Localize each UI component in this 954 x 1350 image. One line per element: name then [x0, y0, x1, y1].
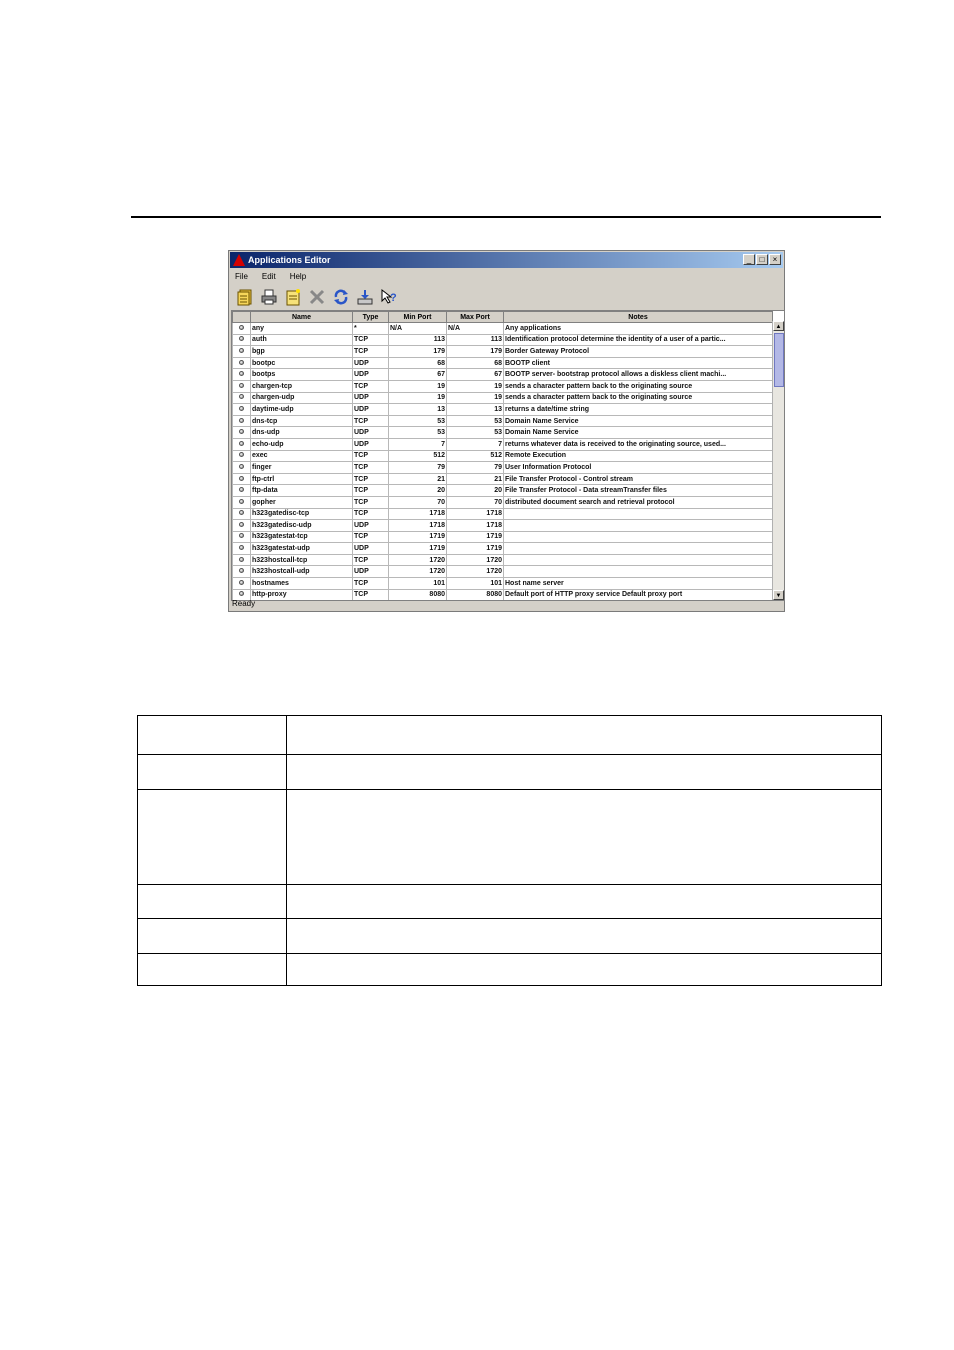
- radio-dot-icon[interactable]: [239, 394, 244, 399]
- menu-help[interactable]: Help: [289, 272, 307, 281]
- new-icon: [284, 288, 302, 306]
- cell-max-port[interactable]: 179: [447, 346, 504, 358]
- cell-type[interactable]: TCP: [353, 496, 389, 508]
- cell-notes[interactable]: Host name server: [504, 578, 773, 590]
- cell-min-port[interactable]: 13: [389, 404, 447, 416]
- row-select-radio[interactable]: [233, 369, 251, 381]
- cell-notes[interactable]: [504, 543, 773, 555]
- app-logo-icon: [233, 254, 245, 266]
- radio-dot-icon[interactable]: [239, 510, 244, 515]
- cell-min-port[interactable]: 512: [389, 450, 447, 462]
- row-select-radio[interactable]: [233, 566, 251, 578]
- cell-notes[interactable]: File Transfer Protocol - Control stream: [504, 473, 773, 485]
- cell-notes[interactable]: [504, 520, 773, 532]
- minimize-button[interactable]: _: [743, 254, 755, 265]
- cell-type[interactable]: TCP: [353, 473, 389, 485]
- cell-notes[interactable]: [504, 508, 773, 520]
- table-row[interactable]: [233, 404, 773, 416]
- help-icon: [380, 288, 398, 306]
- table-row[interactable]: [233, 578, 773, 590]
- cell-notes[interactable]: [504, 531, 773, 543]
- window-title: Applications Editor: [248, 255, 331, 265]
- menu-file[interactable]: File: [235, 272, 248, 281]
- cell-min-port[interactable]: 1719: [389, 531, 447, 543]
- column-header-max-port[interactable]: Max Port: [447, 312, 504, 323]
- document-icon: [236, 288, 254, 306]
- cell-min-port[interactable]: 179: [389, 346, 447, 358]
- cell-min-port[interactable]: 101: [389, 578, 447, 590]
- maximize-button[interactable]: □: [756, 254, 768, 265]
- description-table: [137, 715, 882, 986]
- cell-notes[interactable]: Domain Name Service: [504, 415, 773, 427]
- cell-max-port[interactable]: 8080: [447, 589, 504, 601]
- cell-type[interactable]: TCP: [353, 485, 389, 497]
- delete-button[interactable]: [307, 288, 326, 306]
- cell-type[interactable]: TCP: [353, 531, 389, 543]
- row-select-radio[interactable]: [233, 380, 251, 392]
- row-select-radio[interactable]: [233, 323, 251, 335]
- row-select-radio[interactable]: [233, 473, 251, 485]
- cell-notes[interactable]: Default port of HTTP proxy service Default proxy port: [504, 589, 773, 601]
- cell-min-port[interactable]: 21: [389, 473, 447, 485]
- radio-dot-icon[interactable]: [239, 383, 244, 388]
- scroll-thumb[interactable]: [774, 333, 784, 387]
- table-row: [138, 954, 882, 986]
- radio-dot-icon[interactable]: [239, 533, 244, 538]
- table-row: [138, 755, 882, 790]
- cell-type[interactable]: TCP: [353, 415, 389, 427]
- row-select-radio[interactable]: [233, 578, 251, 590]
- cell-type[interactable]: TCP: [353, 450, 389, 462]
- cell-min-port[interactable]: 20: [389, 485, 447, 497]
- table-row[interactable]: [233, 357, 773, 369]
- cell-type[interactable]: TCP: [353, 346, 389, 358]
- cell-name[interactable]: finger: [251, 462, 353, 474]
- radio-dot-icon[interactable]: [239, 591, 244, 596]
- table-row[interactable]: [233, 438, 773, 450]
- cell-name[interactable]: any: [251, 323, 353, 335]
- cell-max-port[interactable]: 1718: [447, 508, 504, 520]
- table-row[interactable]: [233, 369, 773, 381]
- table-row[interactable]: [233, 392, 773, 404]
- cell-name[interactable]: h323gatestat-tcp: [251, 531, 353, 543]
- cell-notes[interactable]: returns whatever data is received to the originating source, used...: [504, 438, 773, 450]
- cell-notes[interactable]: [504, 554, 773, 566]
- row-select-radio[interactable]: [233, 531, 251, 543]
- cell-name[interactable]: http-proxy: [251, 589, 353, 601]
- cell-notes[interactable]: BOOTP client: [504, 357, 773, 369]
- cell-max-port[interactable]: 19: [447, 392, 504, 404]
- radio-dot-icon[interactable]: [239, 487, 244, 492]
- cell-max-port[interactable]: 79: [447, 462, 504, 474]
- table-row[interactable]: [233, 485, 773, 497]
- table-row[interactable]: [233, 566, 773, 578]
- table-row[interactable]: [233, 323, 773, 335]
- column-header-name[interactable]: Name: [251, 312, 353, 323]
- cell-type[interactable]: UDP: [353, 357, 389, 369]
- radio-dot-icon[interactable]: [239, 580, 244, 585]
- table-row[interactable]: [233, 415, 773, 427]
- refresh-icon: [332, 288, 350, 306]
- cell-type[interactable]: UDP: [353, 543, 389, 555]
- cell-min-port[interactable]: 79: [389, 462, 447, 474]
- cell-type[interactable]: UDP: [353, 438, 389, 450]
- horizontal-rule: [131, 216, 881, 218]
- cell-min-port[interactable]: N/A: [389, 323, 447, 335]
- cell-max-port[interactable]: 53: [447, 415, 504, 427]
- cell-notes[interactable]: Remote Execution: [504, 450, 773, 462]
- cell-notes[interactable]: User Information Protocol: [504, 462, 773, 474]
- radio-dot-icon[interactable]: [239, 568, 244, 573]
- cell-type[interactable]: TCP: [353, 462, 389, 474]
- cell-type[interactable]: UDP: [353, 520, 389, 532]
- table-row[interactable]: [233, 508, 773, 520]
- cell-min-port[interactable]: 1718: [389, 520, 447, 532]
- table-row[interactable]: [233, 531, 773, 543]
- radio-dot-icon[interactable]: [239, 452, 244, 457]
- delete-icon: [308, 288, 326, 306]
- cell-name[interactable]: auth: [251, 334, 353, 346]
- cell-max-port[interactable]: 67: [447, 369, 504, 381]
- table-row: [138, 716, 882, 755]
- cell-type[interactable]: TCP: [353, 334, 389, 346]
- table-row[interactable]: [233, 496, 773, 508]
- column-header-notes[interactable]: Notes: [504, 312, 773, 323]
- table-row[interactable]: [233, 462, 773, 474]
- svg-text:?: ?: [389, 292, 397, 304]
- cell-notes[interactable]: sends a character pattern back to the originating source: [504, 380, 773, 392]
- export-button[interactable]: [355, 288, 374, 306]
- row-select-radio[interactable]: [233, 346, 251, 358]
- cell-max-port[interactable]: 113: [447, 334, 504, 346]
- cell-min-port[interactable]: 1720: [389, 566, 447, 578]
- row-select-radio[interactable]: [233, 520, 251, 532]
- radio-dot-icon[interactable]: [239, 476, 244, 481]
- context-help-button[interactable]: [379, 288, 398, 306]
- row-select-radio[interactable]: [233, 357, 251, 369]
- cell-notes[interactable]: distributed document search and retrieval protocol: [504, 496, 773, 508]
- cell-name[interactable]: bootpc: [251, 357, 353, 369]
- column-header-type[interactable]: Type: [353, 312, 389, 323]
- radio-dot-icon[interactable]: [239, 522, 244, 527]
- radio-dot-icon[interactable]: [239, 348, 244, 353]
- vertical-scrollbar[interactable]: [772, 321, 784, 600]
- print-button[interactable]: [259, 288, 278, 306]
- cell-name[interactable]: bgp: [251, 346, 353, 358]
- radio-dot-icon[interactable]: [239, 441, 244, 446]
- radio-dot-icon[interactable]: [239, 557, 244, 562]
- applications-table: [232, 311, 773, 601]
- table-row[interactable]: [233, 473, 773, 485]
- window-controls: [743, 254, 781, 265]
- cell-max-port[interactable]: 70: [447, 496, 504, 508]
- cell-min-port[interactable]: 53: [389, 415, 447, 427]
- cell-max-port[interactable]: 101: [447, 578, 504, 590]
- cell-type[interactable]: UDP: [353, 404, 389, 416]
- cell-max-port[interactable]: 1718: [447, 520, 504, 532]
- cell-max-port[interactable]: 53: [447, 427, 504, 439]
- cell-max-port[interactable]: 1719: [447, 543, 504, 555]
- row-select-radio[interactable]: [233, 496, 251, 508]
- cell-name[interactable]: gopher: [251, 496, 353, 508]
- cell-name[interactable]: h323gatedisc-udp: [251, 520, 353, 532]
- row-select-radio[interactable]: [233, 438, 251, 450]
- print-icon: [260, 288, 278, 306]
- cell-type[interactable]: TCP: [353, 554, 389, 566]
- row-select-radio[interactable]: [233, 554, 251, 566]
- table-row[interactable]: [233, 427, 773, 439]
- cell-max-port[interactable]: 20: [447, 485, 504, 497]
- cell-max-port[interactable]: 7: [447, 438, 504, 450]
- table-header-row: [233, 312, 773, 323]
- cell-name[interactable]: exec: [251, 450, 353, 462]
- cell-type[interactable]: TCP: [353, 380, 389, 392]
- cell-notes[interactable]: [504, 566, 773, 578]
- cell-type[interactable]: *: [353, 323, 389, 335]
- radio-dot-icon[interactable]: [239, 336, 244, 341]
- status-bar: Ready: [232, 599, 256, 608]
- table-row[interactable]: [233, 346, 773, 358]
- applications-editor-window: [228, 250, 785, 612]
- cell-max-port[interactable]: 19: [447, 380, 504, 392]
- table-row[interactable]: [233, 520, 773, 532]
- cell-max-port[interactable]: 1719: [447, 531, 504, 543]
- cell-type[interactable]: TCP: [353, 578, 389, 590]
- cell-notes[interactable]: Border Gateway Protocol: [504, 346, 773, 358]
- table-row[interactable]: [233, 334, 773, 346]
- cell-notes[interactable]: File Transfer Protocol - Data streamTransfer files: [504, 485, 773, 497]
- table-row[interactable]: [233, 554, 773, 566]
- row-select-radio[interactable]: [233, 543, 251, 555]
- cell-min-port[interactable]: 113: [389, 334, 447, 346]
- cell-max-port[interactable]: 13: [447, 404, 504, 416]
- cell-min-port[interactable]: 1719: [389, 543, 447, 555]
- radio-dot-icon[interactable]: [239, 499, 244, 504]
- cell-name[interactable]: h323hostcall-tcp: [251, 554, 353, 566]
- cell-min-port[interactable]: 53: [389, 427, 447, 439]
- cell-max-port[interactable]: 512: [447, 450, 504, 462]
- cell-min-port[interactable]: 19: [389, 380, 447, 392]
- cell-min-port[interactable]: 8080: [389, 589, 447, 601]
- radio-dot-icon[interactable]: [239, 418, 244, 423]
- cell-name[interactable]: chargen-udp: [251, 392, 353, 404]
- cell-name[interactable]: daytime-udp: [251, 404, 353, 416]
- cell-min-port[interactable]: 67: [389, 369, 447, 381]
- cell-notes[interactable]: sends a character pattern back to the originating source: [504, 392, 773, 404]
- row-select-radio[interactable]: [233, 450, 251, 462]
- properties-button[interactable]: [235, 288, 254, 306]
- cell-notes[interactable]: returns a date/time string: [504, 404, 773, 416]
- applications-table-container: [231, 310, 785, 601]
- row-select-radio[interactable]: [233, 485, 251, 497]
- export-icon: [356, 288, 374, 306]
- cell-notes[interactable]: BOOTP server- bootstrap protocol allows a diskless client machi...: [504, 369, 773, 381]
- close-button[interactable]: ×: [769, 254, 781, 265]
- cell-max-port[interactable]: N/A: [447, 323, 504, 335]
- cell-notes[interactable]: Domain Name Service: [504, 427, 773, 439]
- toolbar: [235, 287, 398, 307]
- cell-min-port[interactable]: 19: [389, 392, 447, 404]
- refresh-button[interactable]: [331, 288, 350, 306]
- radio-dot-icon[interactable]: [239, 325, 244, 330]
- row-select-radio[interactable]: [233, 427, 251, 439]
- cell-min-port[interactable]: 70: [389, 496, 447, 508]
- cell-type[interactable]: TCP: [353, 508, 389, 520]
- cell-min-port[interactable]: 1718: [389, 508, 447, 520]
- table-row[interactable]: [233, 450, 773, 462]
- table-row: [138, 790, 882, 885]
- row-select-radio[interactable]: [233, 334, 251, 346]
- cell-type[interactable]: UDP: [353, 369, 389, 381]
- menu-bar: [233, 270, 308, 284]
- cell-type[interactable]: UDP: [353, 427, 389, 439]
- table-row: [138, 885, 882, 919]
- cell-type[interactable]: UDP: [353, 566, 389, 578]
- cell-name[interactable]: ftp-data: [251, 485, 353, 497]
- cell-type[interactable]: UDP: [353, 392, 389, 404]
- table-row: [138, 919, 882, 954]
- row-select-radio[interactable]: [233, 404, 251, 416]
- cell-name[interactable]: ftp-ctrl: [251, 473, 353, 485]
- cell-max-port[interactable]: 68: [447, 357, 504, 369]
- column-header-select[interactable]: [233, 312, 251, 323]
- cell-notes[interactable]: Identification protocol determine the identity of a user of a partic...: [504, 334, 773, 346]
- row-select-radio[interactable]: [233, 462, 251, 474]
- cell-name[interactable]: h323hostcall-udp: [251, 566, 353, 578]
- cell-type[interactable]: TCP: [353, 589, 389, 601]
- scroll-down-icon[interactable]: ▼: [773, 590, 784, 600]
- row-select-radio[interactable]: [233, 508, 251, 520]
- row-select-radio[interactable]: [233, 392, 251, 404]
- cell-notes[interactable]: Any applications: [504, 323, 773, 335]
- radio-dot-icon[interactable]: [239, 464, 244, 469]
- cell-max-port[interactable]: 1720: [447, 566, 504, 578]
- radio-dot-icon[interactable]: [239, 406, 244, 411]
- table-row[interactable]: [233, 543, 773, 555]
- radio-dot-icon[interactable]: [239, 371, 244, 376]
- cell-min-port[interactable]: 1720: [389, 554, 447, 566]
- radio-dot-icon[interactable]: [239, 545, 244, 550]
- cell-name[interactable]: hostnames: [251, 578, 353, 590]
- radio-dot-icon[interactable]: [239, 429, 244, 434]
- cell-name[interactable]: echo-udp: [251, 438, 353, 450]
- table-row[interactable]: [233, 380, 773, 392]
- cell-max-port[interactable]: 1720: [447, 554, 504, 566]
- cell-max-port[interactable]: 21: [447, 473, 504, 485]
- cell-name[interactable]: chargen-tcp: [251, 380, 353, 392]
- cell-name[interactable]: dns-tcp: [251, 415, 353, 427]
- new-button[interactable]: [283, 288, 302, 306]
- scroll-up-icon[interactable]: ▲: [773, 321, 784, 331]
- cell-name[interactable]: bootps: [251, 369, 353, 381]
- radio-dot-icon[interactable]: [239, 360, 244, 365]
- cell-name[interactable]: h323gatedisc-tcp: [251, 508, 353, 520]
- cell-min-port[interactable]: 68: [389, 357, 447, 369]
- cell-name[interactable]: h323gatestat-udp: [251, 543, 353, 555]
- table-row[interactable]: [233, 589, 773, 601]
- menu-edit[interactable]: Edit: [261, 272, 276, 281]
- column-header-min-port[interactable]: Min Port: [389, 312, 447, 323]
- cell-min-port[interactable]: 7: [389, 438, 447, 450]
- title-bar[interactable]: [230, 252, 783, 268]
- row-select-radio[interactable]: [233, 415, 251, 427]
- cell-name[interactable]: dns-udp: [251, 427, 353, 439]
